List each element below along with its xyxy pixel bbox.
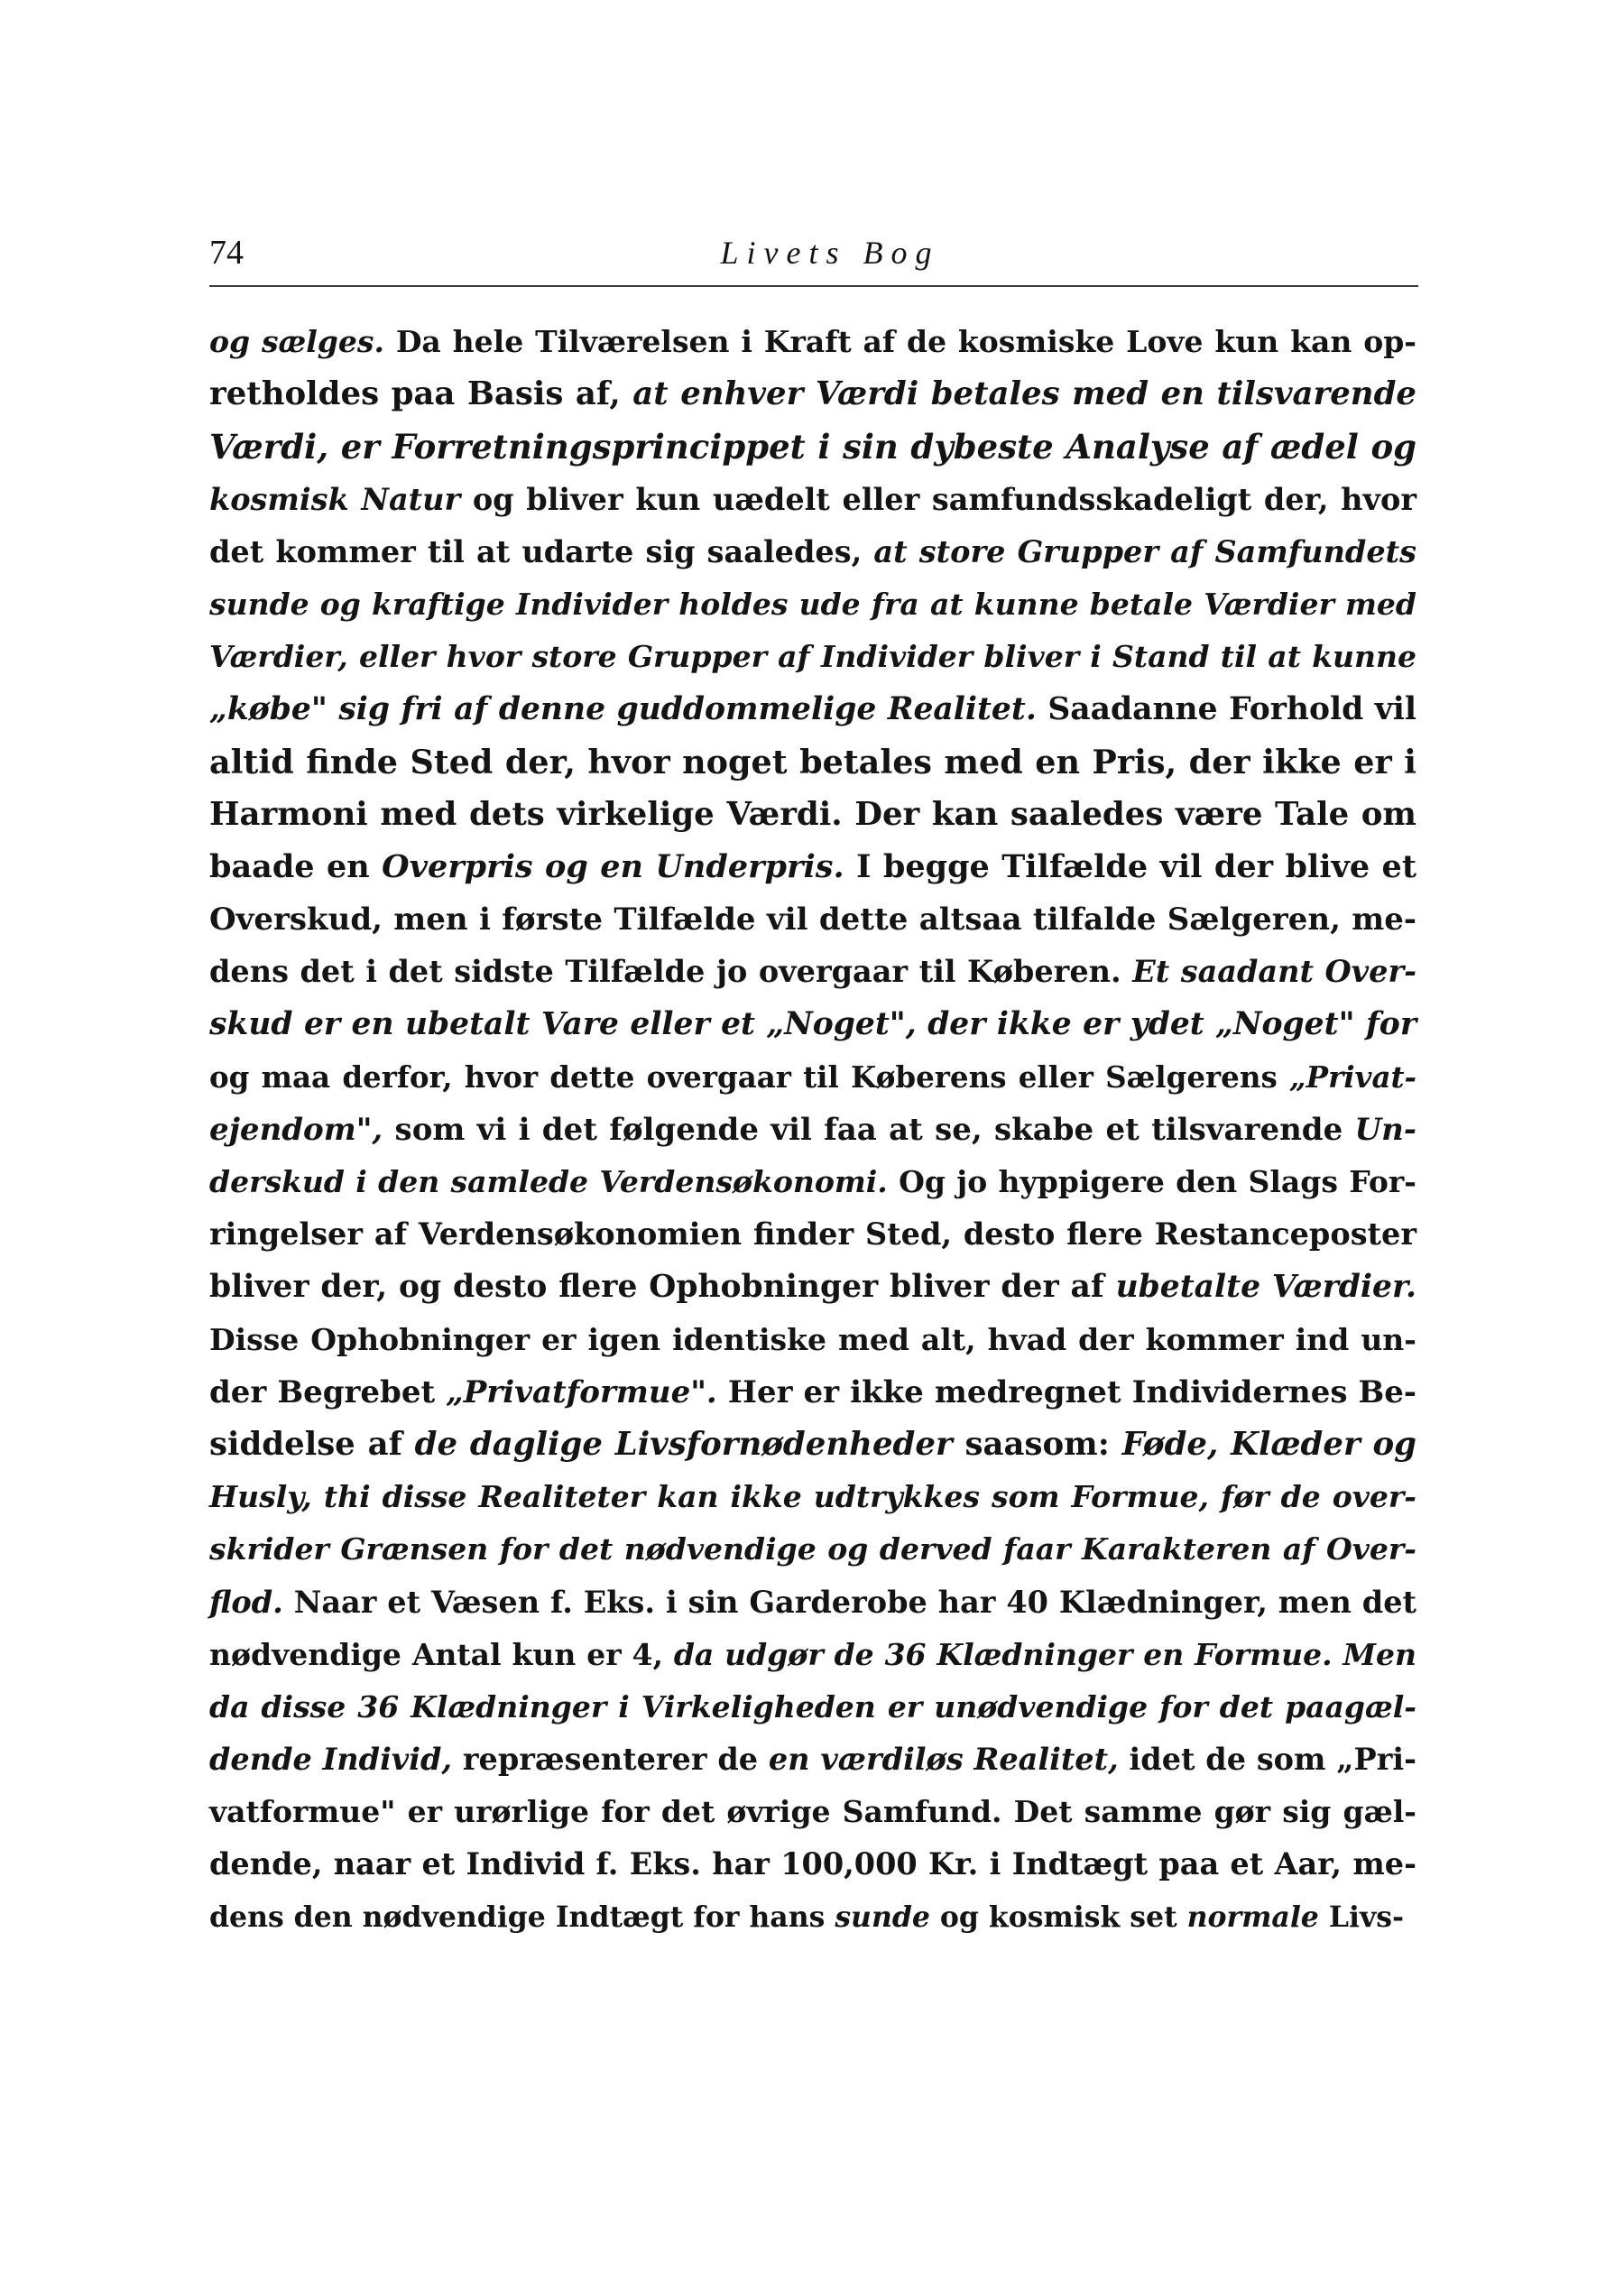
italic-text-segment: skud er en ubetalt Vare eller et „Noget", der ikke er ydet „Noget" for (209, 1006, 1416, 1043)
text-line (209, 1051, 1416, 1104)
text-segment: I begge Tilfælde vil der blive et (844, 847, 1416, 885)
italic-text-segment: sunde og kraftige Individer holdes ude fra at kunne betale Værdier med (209, 586, 1416, 622)
text-segment: Naar et Væsen f. Eks. i sin Garderobe har 40 Klædninger, men det (282, 1584, 1416, 1620)
italic-text-segment: og sælges. (209, 324, 384, 359)
text-line (209, 421, 1416, 473)
text-segment: som vi i det følgende vil faa at se, skabe et tilsvarende (383, 1111, 1355, 1148)
text-segment: nødvendige Antal kun er 4, (209, 1636, 674, 1672)
italic-text-segment: Un- (1354, 1111, 1416, 1148)
text-segment: Her er ikke medregnet Individernes Be- (716, 1373, 1417, 1410)
text-segment: retholdes paa Basis af, (209, 375, 633, 413)
text-segment: og bliver kun uædelt eller samfundsskadeligt der, hvor (460, 481, 1416, 517)
italic-text-segment: en værdiløs Realitet, (768, 1742, 1119, 1778)
text-segment: idet de som „Pri- (1118, 1742, 1417, 1778)
italic-text-segment: „købe" sig fri af denne guddommelige Realitet. (209, 691, 1037, 728)
page-number: 74 (209, 234, 244, 272)
text-line (209, 526, 1416, 578)
text-line (209, 316, 1416, 368)
text-line (209, 1838, 1416, 1891)
text-line (209, 946, 1416, 998)
text-line (209, 1156, 1416, 1208)
italic-text-segment: skrider Grænsen for det nødvendige og derved faar Karakteren af Over- (209, 1531, 1416, 1567)
text-line (209, 998, 1416, 1050)
italic-text-segment: at store Grupper af Samfundets (873, 533, 1416, 569)
text-line (209, 578, 1416, 631)
italic-text-segment: at enhver Værdi betales med en tilsvarende (632, 375, 1417, 413)
text-line (209, 1734, 1416, 1786)
text-line (209, 1681, 1416, 1734)
text-segment: Livs- (1318, 1900, 1405, 1934)
text-segment: bliver der, og desto flere Ophobninger bliver der af (209, 1269, 1116, 1306)
text-line (209, 1629, 1416, 1681)
text-line (209, 631, 1416, 683)
text-line (209, 368, 1416, 421)
italic-text-segment: da disse 36 Klædninger i Virkeligheden er unødvendige for det paagæl- (209, 1688, 1416, 1724)
text-segment: ringelser af Verdensøkonomien finder Sted, desto flere Restanceposter (209, 1216, 1416, 1253)
text-segment: vatformue" er urørlige for det øvrige Samfund. Det samme gør sig gæl- (209, 1794, 1416, 1830)
italic-text-segment: derskud i den samlede Verdensøkonomi. (209, 1164, 888, 1199)
text-segment: der Begrebet (209, 1373, 447, 1410)
text-line (209, 736, 1416, 789)
italic-text-segment: normale (1186, 1900, 1319, 1934)
italic-text-segment: Overpris og en Underpris. (382, 847, 844, 885)
body-text (209, 316, 1416, 1944)
italic-text-segment: Et saadant Over- (1132, 954, 1416, 990)
text-segment: altid finde Sted der, hvor noget betales med en Pris, der ikke er i (209, 742, 1416, 781)
text-segment: dens den nødvendige Indtægt for hans (209, 1900, 835, 1934)
text-segment: Disse Ophobninger er igen identiske med alt, hvad der kommer ind un- (209, 1321, 1416, 1357)
text-segment: repræsenterer de (452, 1742, 769, 1778)
italic-text-segment: ejendom", (209, 1111, 383, 1148)
italic-text-segment: ubetalte Værdier. (1115, 1269, 1416, 1306)
italic-text-segment: kosmisk Natur (209, 481, 461, 517)
text-line (209, 1104, 1416, 1156)
text-line (209, 683, 1416, 735)
text-line (209, 1891, 1416, 1944)
text-line (209, 1786, 1416, 1838)
text-segment: det kommer til at udarte sig saaledes, (209, 533, 874, 569)
text-line (209, 1523, 1416, 1576)
text-line (209, 474, 1416, 526)
text-segment: og maa derfor, hvor dette overgaar til Køberens eller Sælgerens (209, 1059, 1289, 1095)
italic-text-segment: de daglige Livsfornødenheder (414, 1425, 953, 1463)
italic-text-segment: „Privat- (1288, 1059, 1416, 1095)
text-segment: Harmoni med dets virkelige Værdi. Der kan saaledes være Tale om (209, 795, 1416, 833)
text-segment: dens det i det sidste Tilfælde jo overgaar til Køberen. (209, 954, 1133, 990)
text-segment: Og jo hyppigere den Slags For- (887, 1164, 1416, 1199)
italic-text-segment: Føde, Klæder og (1121, 1425, 1416, 1463)
text-segment: baade en (209, 847, 383, 885)
text-line (209, 841, 1416, 893)
text-line (209, 1314, 1416, 1366)
text-segment: og kosmisk set (929, 1900, 1187, 1934)
text-line (209, 1576, 1416, 1629)
italic-text-segment: Værdier, eller hvor store Grupper af Individer bliver i Stand til at kunne (209, 639, 1416, 675)
italic-text-segment: sunde (835, 1900, 930, 1934)
italic-text-segment: Værdi, er Forretningsprincippet i sin dybeste Analyse af ædel og (209, 427, 1416, 467)
italic-text-segment: Husly, thi disse Realiteter kan ikke udtrykkes som Formue, før de over- (209, 1479, 1416, 1515)
text-segment: dende, naar et Individ f. Eks. har 100,000 Kr. i Indtægt paa et Aar, me- (209, 1846, 1416, 1882)
text-line (209, 893, 1416, 946)
text-line (209, 1261, 1416, 1313)
text-segment: siddelse af (209, 1425, 415, 1463)
text-line (209, 1471, 1416, 1523)
text-line (209, 1419, 1416, 1471)
italic-text-segment: dende Individ, (209, 1742, 453, 1778)
text-segment: Overskud, men i første Tilfælde vil dette altsaa tilfalde Sælgeren, me- (209, 901, 1416, 938)
text-line (209, 1366, 1416, 1419)
italic-text-segment: „Privatformue". (446, 1373, 717, 1410)
text-line (209, 1208, 1416, 1261)
italic-text-segment: flod. (209, 1584, 283, 1620)
text-segment: Saadanne Forhold vil (1036, 691, 1416, 728)
italic-text-segment: da udgør de 36 Klædninger en Formue. Men (673, 1636, 1416, 1672)
text-segment: Da hele Tilværelsen i Kraft af de kosmiske Love kun kan op- (383, 324, 1416, 359)
text-line (209, 789, 1416, 841)
text-segment: saasom: (952, 1425, 1122, 1463)
header-rule (209, 285, 1418, 287)
running-title: Livets Bog (720, 235, 940, 271)
